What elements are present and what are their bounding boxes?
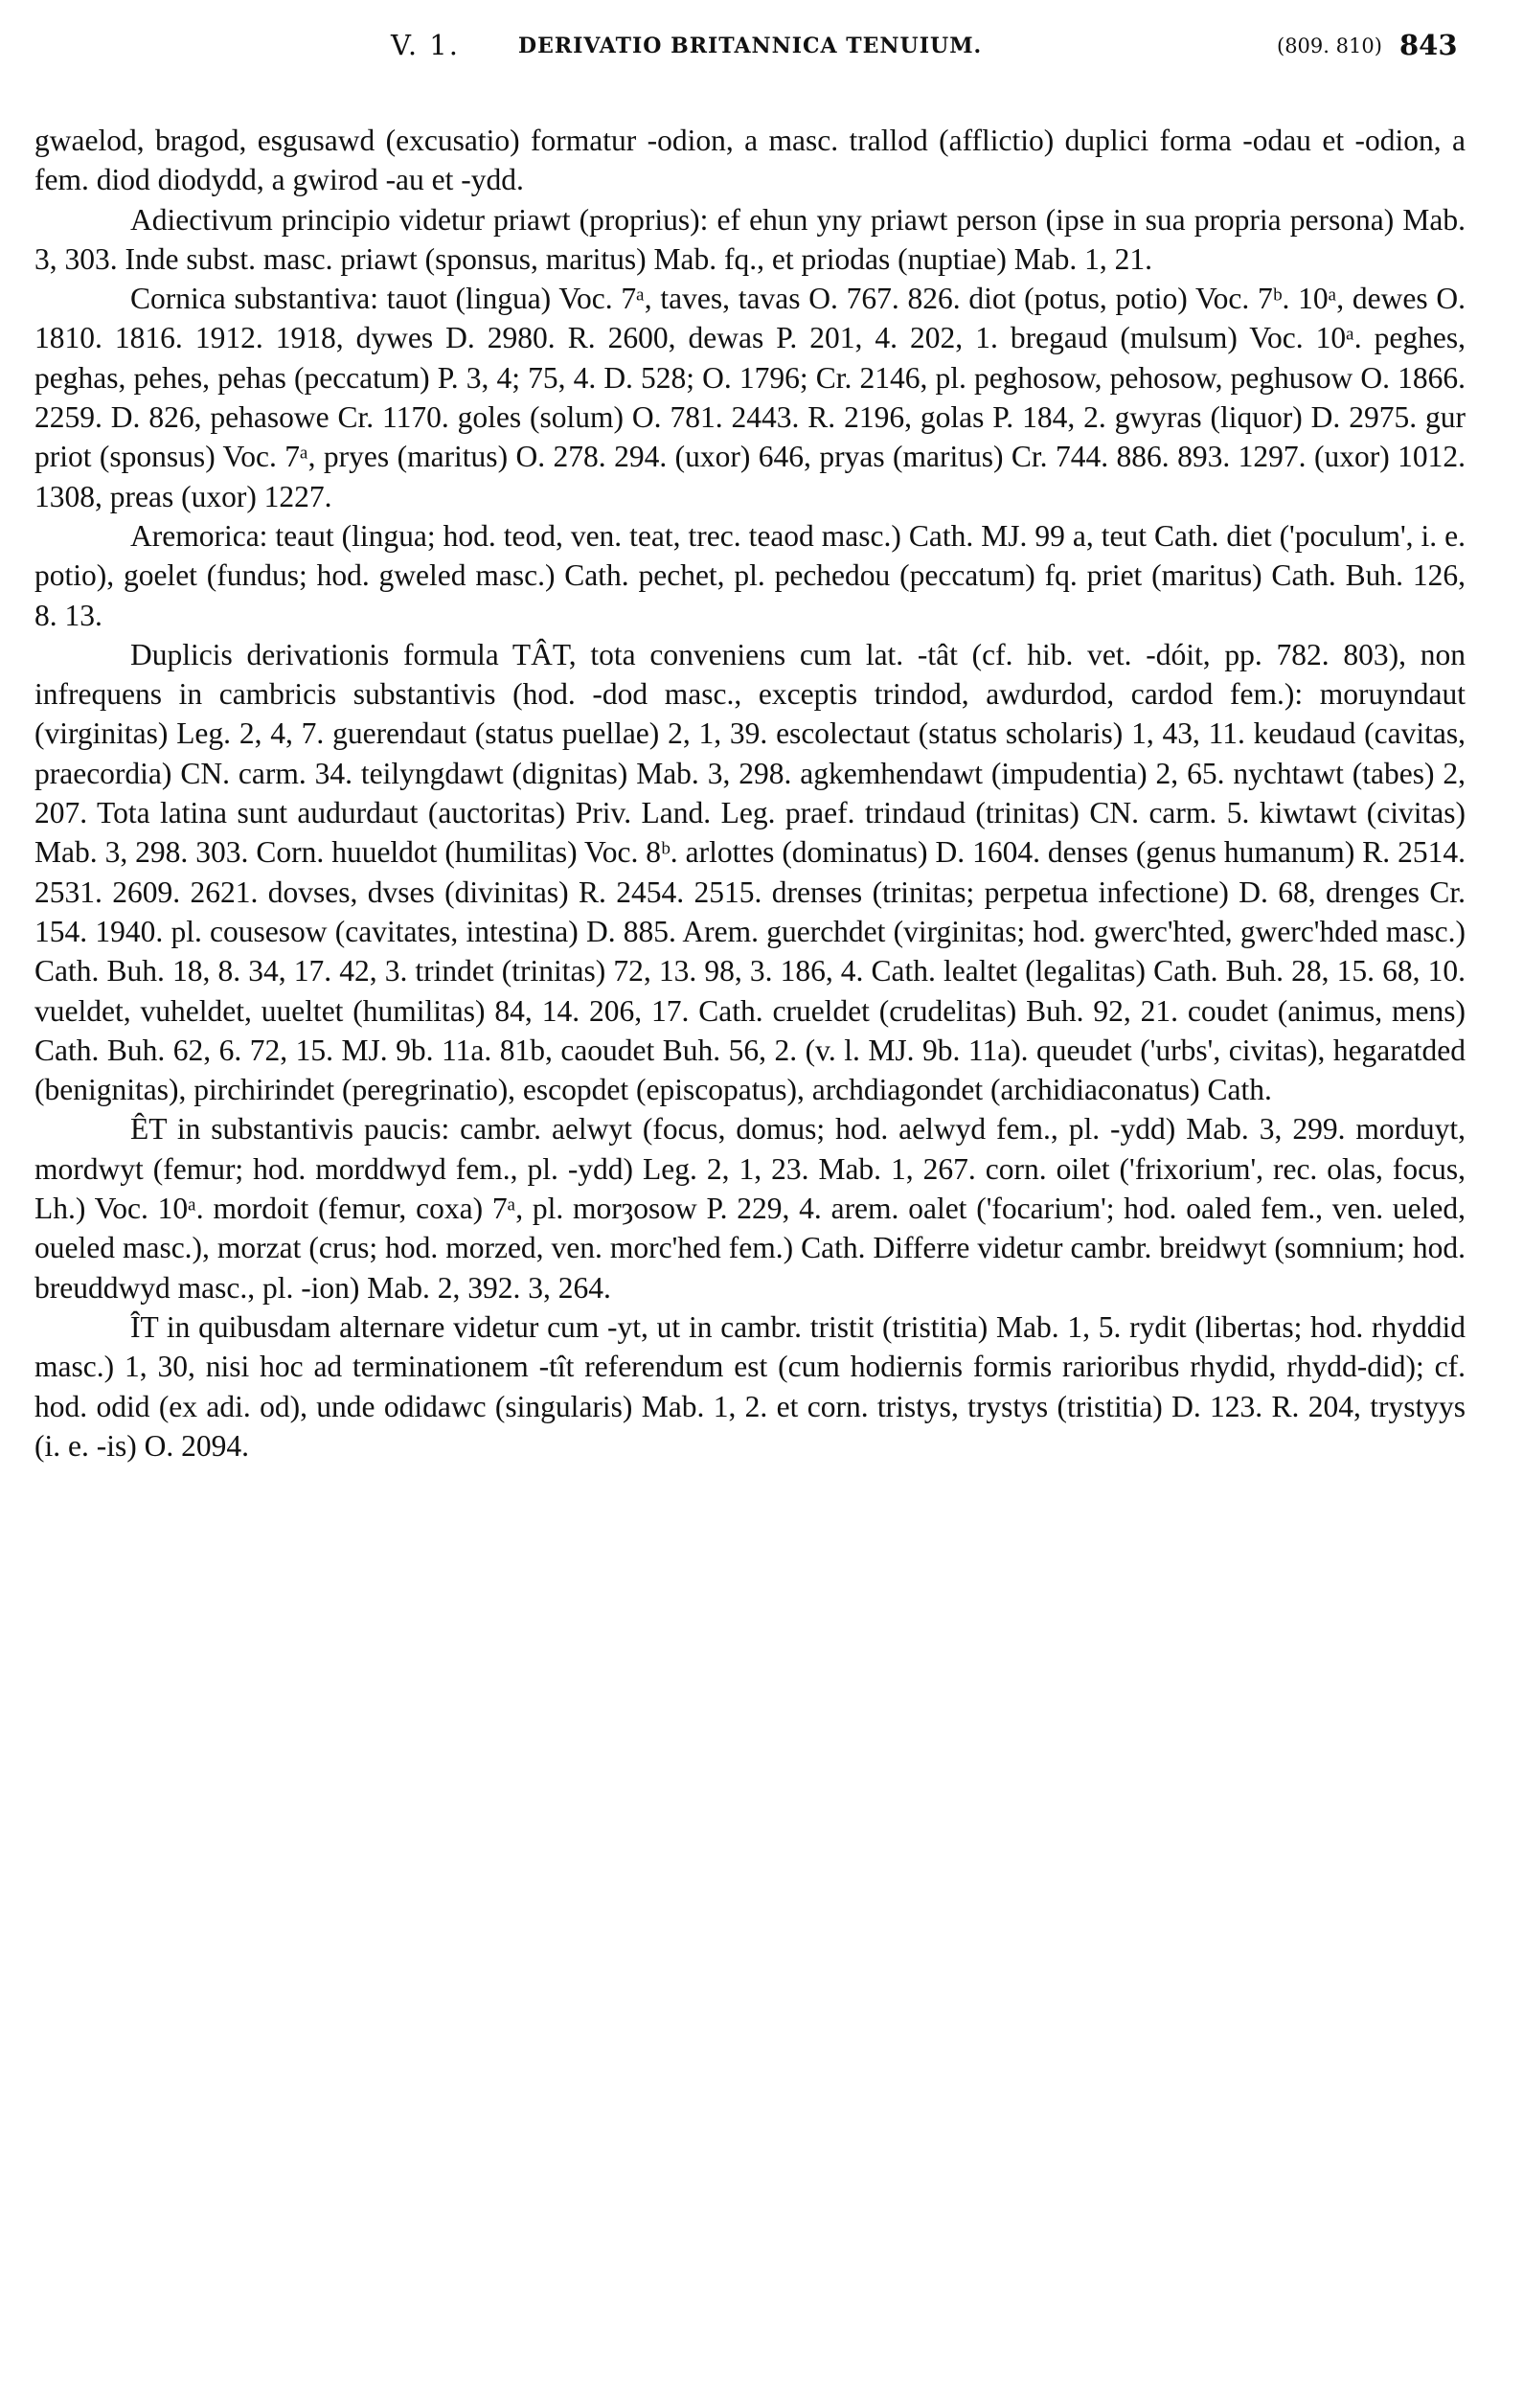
- paragraph-text: ÊT in substantivis paucis: cambr. aelwyt (focus, domus; hod. aelwyd fem., pl. -ydd) Mab. 3, 299. morduyt, mordwyt (femur; hod. morddwyd fem., pl. -ydd) Leg. 2, 1, 23. Mab. 1, 267. corn. oilet ('frixorium', rec. olas, focus, Lh.) Voc. 10ᵃ. mordoit (femur, coxa) 7ᵃ, pl. morȝosow P. 229, 4. arem. oalet ('focarium'; hod. oaled fem., ven. ueled, oueled masc.), morzat (crus; hod. morzed, ven. morc'hed fem.) Cath. Differre videtur cambr. breidwyt (somnium; hod. breuddwyd masc., pl. -ion) Mab. 2, 392. 3, 264.: [34, 1112, 1466, 1305]
- paragraph-5: [34, 635, 1466, 1110]
- column-reference: (809. 810): [1277, 34, 1382, 57]
- paragraph-text: Aremorica: teaut (lingua; hod. teod, ven. teat, trec. teaod masc.) Cath. MJ. 99 a, teut Cath. diet ('poculum', i. e. potio), goelet (fundus; hod. gweled masc.) Cath. pechet, pl. pechedou (peccatum) fq. priet (maritus) Cath. Buh. 126, 8. 13.: [34, 518, 1466, 632]
- paragraph-text: Duplicis derivationis formula TÂT, tota conveniens cum lat. -tât (cf. hib. vet. -dóit, pp. 782. 803), non infrequens in cambricis substantivis (hod. -dod masc., exceptis trindod, awdurdod, cardod fem.): moruyndaut (virginitas) Leg. 2, 4, 7. guerendaut (status puellae) 2, 1, 39. escolectaut (status scholaris) 1, 43, 11. keudaud (cavitas, praecordia) CN. carm. 34. teilyngdawt (dignitas) Mab. 3, 298. agkemhendawt (impudentia) 2, 65. nychtawt (tabes) 2, 207. Tota latina sunt audurdaut (auctoritas) Priv. Land. Leg. praef. trindaud (trinitas) CN. carm. 5. kiwtawt (civitas) Mab. 3, 298. 303. Corn. huueldot (humilitas) Voc. 8ᵇ. arlottes (dominatus) D. 1604. denses (genus humanum) R. 2514. 2531. 2609. 2621. dovses, dvses (divinitas) R. 2454. 2515. drenses (trinitas; perpetua infectione) D. 68, drenges Cr. 154. 1940. pl. cousesow (cavitates, intestina) D. 885. Arem. guerchdet (virginitas; hod. gwerc'hted, gwerc'hded masc.) Cath. Buh. 18, 8. 34, 17. 42, 3. trindet (trinitas) 72, 13. 98, 3. 186, 4. Cath. lealtet (legalitas) Cath. Buh. 28, 15. 68, 10. vueldet, vuheldet, uueltet (humilitas) 84, 14. 206, 17. Cath. crueldet (crudelitas) Buh. 92, 21. coudet (animus, mens) Cath. Buh. 62, 6. 72, 15. MJ. 9b. 11a. 81b, caoudet Buh. 56, 2. (v. l. MJ. 9b. 11a). queudet ('urbs', civitas), hegaratded (benignitas), pirchirindet (peregrinatio), escopdet (episcopatus), archdiagondet (archidiaconatus) Cath.: [34, 637, 1466, 1107]
- paragraph-text: ÎT in quibusdam alternare videtur cum -yt, ut in cambr. tristit (tristitia) Mab. 1, 5. rydit (libertas; hod. rhyddid masc.) 1, 30, nisi hoc ad terminationem -tît referendum est (cum hodiernis formis rarioribus rhydid, rhydd-did); cf. hod. odid (ex adi. od), unde odidawc (singularis) Mab. 1, 2. et corn. tristys, trystys (tristitia) D. 123. R. 204, trystyys (i. e. -is) O. 2094.: [34, 1309, 1466, 1463]
- running-title: DERIVATIO BRITANNICA TENUIUM.: [518, 34, 983, 58]
- paragraph-1: [34, 121, 1466, 200]
- section-number: V. 1.: [391, 29, 460, 61]
- paragraph-2: [34, 200, 1466, 280]
- paragraph-7: [34, 1307, 1466, 1465]
- paragraph-3: [34, 279, 1466, 516]
- paragraph-text: Adiectivum principio videtur priawt (proprius): ef ehun yny priawt person (ipse in sua propria persona) Mab. 3, 303. Inde subst. masc. priawt (sponsus, maritus) Mab. fq., et priodas (nuptiae) Mab. 1, 21.: [34, 202, 1466, 276]
- paragraph-text: gwaelod, bragod, esgusawd (excusatio) formatur -odion, a masc. trallod (afflictio) duplici forma -odau et -odion, a fem. diod diodydd, a gwirod -au et -ydd.: [34, 124, 1466, 197]
- paragraph-4: [34, 516, 1466, 635]
- running-header: [34, 29, 1466, 86]
- paragraph-text: Cornica substantiva: tauot (lingua) Voc. 7ᵃ, taves, tavas O. 767. 826. diot (potus, potio) Voc. 7ᵇ. 10ᵃ, dewes O. 1810. 1816. 1912. 1918, dywes D. 2980. R. 2600, dewas P. 201, 4. 202, 1. bregaud (mulsum) Voc. 10ᵃ. peghes, peghas, pehes, pehas (peccatum) P. 3, 4; 75, 4. D. 528; O. 1796; Cr. 2146, pl. peghosow, pehosow, peghusow O. 1866. 2259. D. 826, pehasowe Cr. 1170. goles (solum) O. 781. 2443. R. 2196, golas P. 184, 2. gwyras (liquor) D. 2975. gur priot (sponsus) Voc. 7ᵃ, pryes (maritus) O. 278. 294. (uxor) 646, pryas (maritus) Cr. 744. 886. 893. 1297. (uxor) 1012. 1308, preas (uxor) 1227.: [34, 282, 1466, 513]
- page-number: 843: [1399, 29, 1458, 61]
- paragraph-6: [34, 1109, 1466, 1306]
